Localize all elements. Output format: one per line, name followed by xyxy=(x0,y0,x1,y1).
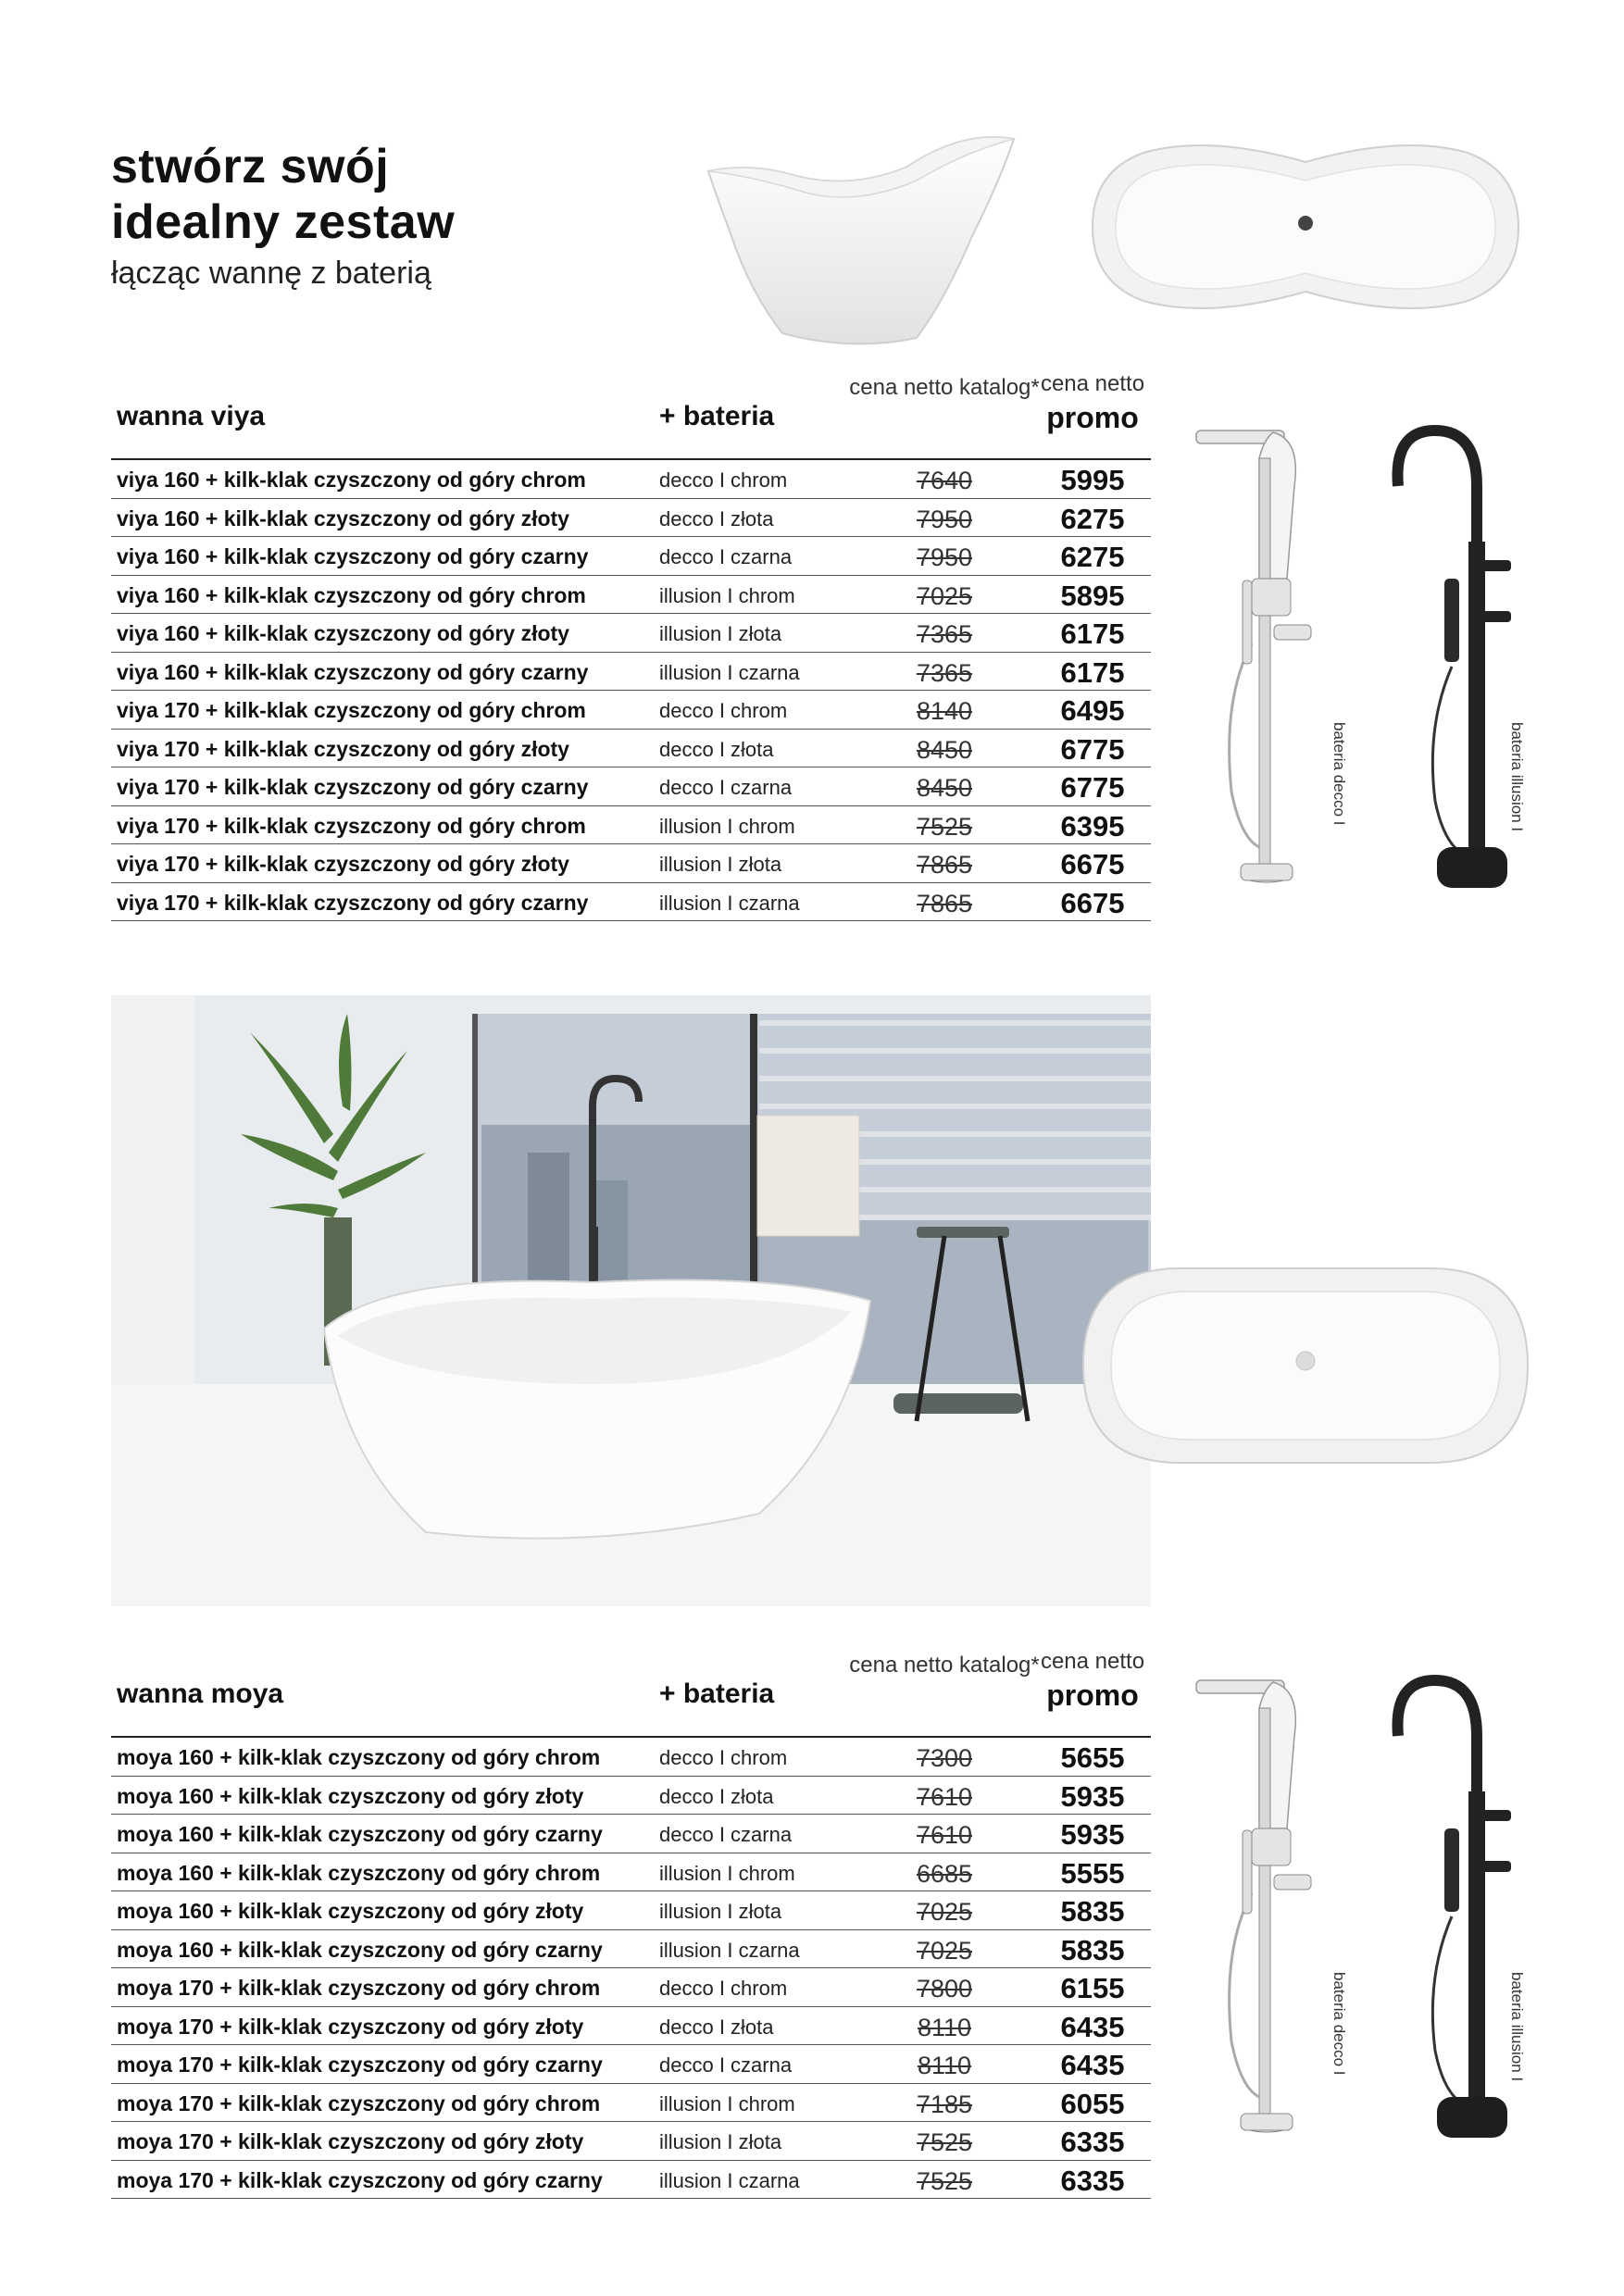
bathtub-set-name: moya 160 + kilk-klak czyszczony od góry czarny xyxy=(117,1937,603,1962)
catalog-price: 7640 xyxy=(916,467,973,494)
table-row xyxy=(111,1968,1151,2007)
bateria-variant: illusion I czarna xyxy=(659,1938,800,1962)
bathtub-set-name: viya 160 + kilk-klak czyszczony od góry czarny xyxy=(117,659,589,684)
catalog-price: 8450 xyxy=(916,774,973,802)
table-row xyxy=(111,576,1151,615)
catalog-price: 7025 xyxy=(916,1898,973,1926)
col-header-bateria: + bateria xyxy=(659,1678,775,1709)
catalog-price: 7865 xyxy=(916,851,973,879)
promo-price: 6335 xyxy=(1060,2164,1125,2197)
catalog-price: 8140 xyxy=(916,697,973,725)
promo-price: 6435 xyxy=(1060,2049,1125,2081)
table-row xyxy=(111,1930,1151,1969)
catalog-price: 7525 xyxy=(916,812,973,841)
table-row xyxy=(111,730,1151,768)
bateria-variant: illusion I chrom xyxy=(659,814,795,838)
col-header-promo-bottom: promo xyxy=(1046,401,1139,434)
catalog-price: 7610 xyxy=(916,1821,973,1849)
catalog-price: 8110 xyxy=(917,2052,972,2079)
bathtub-set-name: moya 170 + kilk-klak czyszczony od góry złoty xyxy=(117,2129,584,2153)
table-row xyxy=(111,844,1151,883)
bateria-variant: illusion I czarna xyxy=(659,891,800,915)
table-row xyxy=(111,806,1151,845)
bateria-variant: decco I czarna xyxy=(659,545,793,568)
moya-table-header xyxy=(111,1643,1151,1738)
table-row xyxy=(111,1815,1151,1853)
bateria-variant: decco I chrom xyxy=(659,468,788,492)
table-row xyxy=(111,1891,1151,1930)
col-header-bateria: + bateria xyxy=(659,401,775,431)
bathtub-set-name: viya 160 + kilk-klak czyszczony od góry czarny xyxy=(117,544,589,568)
catalog-price: 7025 xyxy=(916,1936,973,1965)
bateria-variant: illusion I czarna xyxy=(659,2168,800,2192)
table-row xyxy=(111,614,1151,653)
moya-bathtub-top-image xyxy=(1079,1259,1532,1472)
promo-price: 6775 xyxy=(1060,771,1125,804)
table-row xyxy=(111,767,1151,806)
illusion-black-faucet-image xyxy=(1380,1671,1518,2171)
catalog-price: 7950 xyxy=(916,505,973,533)
bathtub-set-name: moya 170 + kilk-klak czyszczony od góry czarny xyxy=(117,2167,603,2192)
col-header-promo-top: cena netto xyxy=(1040,371,1145,396)
bathtub-set-name: viya 160 + kilk-klak czyszczony od góry złoty xyxy=(117,505,569,530)
col-header-catalog-price: cena netto katalog* xyxy=(849,375,1040,400)
catalog-price: 6685 xyxy=(916,1859,973,1888)
promo-price: 5995 xyxy=(1060,464,1125,496)
bateria-variant: illusion I złota xyxy=(659,2130,782,2153)
catalog-price: 7950 xyxy=(916,543,973,571)
bathtub-set-name: viya 170 + kilk-klak czyszczony od góry chrom xyxy=(117,698,586,722)
col-header-catalog-price: cena netto katalog* xyxy=(849,1653,1040,1678)
bateria-variant: decco I chrom xyxy=(659,699,788,722)
table-row xyxy=(111,2084,1151,2123)
catalog-price: 8110 xyxy=(917,2013,972,2041)
promo-price: 6675 xyxy=(1060,886,1125,919)
table-row xyxy=(111,2161,1151,2200)
bateria-variant: decco I czarna xyxy=(659,1823,793,1846)
promo-price: 6275 xyxy=(1060,502,1125,535)
table-row xyxy=(111,2122,1151,2161)
bathtub-set-name: viya 160 + kilk-klak czyszczony od góry chrom xyxy=(117,582,586,607)
col-header-bathtub: wanna moya xyxy=(117,1678,284,1709)
bathtub-set-name: moya 170 + kilk-klak czyszczony od góry czarny xyxy=(117,2053,603,2077)
bathtub-set-name: viya 170 + kilk-klak czyszczony od góry złoty xyxy=(117,852,569,876)
viya-bathtub-side-image xyxy=(694,125,1028,356)
bathtub-set-name: moya 160 + kilk-klak czyszczony od góry złoty xyxy=(117,1783,584,1808)
catalog-price: 7185 xyxy=(916,2090,973,2118)
bateria-variant: illusion I złota xyxy=(659,853,782,876)
viya-table-body xyxy=(111,460,1151,921)
catalog-price: 7525 xyxy=(916,2166,973,2195)
col-header-bathtub: wanna viya xyxy=(117,401,266,431)
bateria-variant: decco I chrom xyxy=(659,1977,788,2000)
bathtub-set-name: moya 170 + kilk-klak czyszczony od góry chrom xyxy=(117,2090,601,2115)
col-header-promo-bottom: promo xyxy=(1046,1678,1139,1712)
faucet-label-decco: bateria decco I xyxy=(1330,722,1348,826)
bathtub-set-name: moya 170 + kilk-klak czyszczony od góry złoty xyxy=(117,2014,584,2039)
promo-price: 5835 xyxy=(1060,1933,1125,1966)
bateria-variant: decco I złota xyxy=(659,506,774,530)
promo-price: 5935 xyxy=(1060,1818,1125,1851)
bateria-variant: decco I złota xyxy=(659,2015,774,2039)
table-row xyxy=(111,1777,1151,1816)
table-row xyxy=(111,653,1151,692)
bateria-variant: illusion I chrom xyxy=(659,2091,795,2115)
faucet-label-illusion: bateria illusion I xyxy=(1508,722,1526,832)
table-row xyxy=(111,883,1151,922)
promo-price: 6055 xyxy=(1060,2087,1125,2120)
bathtub-set-name: viya 170 + kilk-klak czyszczony od góry chrom xyxy=(117,813,586,838)
bateria-variant: illusion I złota xyxy=(659,622,782,645)
col-header-promo-price xyxy=(991,1647,1194,1714)
promo-price: 6435 xyxy=(1060,2010,1125,2043)
promo-price: 6175 xyxy=(1060,655,1125,689)
heading-line1: stwórz swój xyxy=(111,140,390,193)
catalog-price: 7025 xyxy=(916,581,973,610)
catalog-price: 7610 xyxy=(916,1782,973,1811)
bateria-variant: decco I czarna xyxy=(659,2053,793,2077)
catalog-price: 7300 xyxy=(916,1744,973,1772)
bateria-variant: illusion I złota xyxy=(659,1900,782,1923)
decco-chrome-faucet-image xyxy=(1185,1671,1324,2171)
promo-price: 6775 xyxy=(1060,732,1125,766)
viya-table-header xyxy=(111,366,1151,460)
promo-price: 5555 xyxy=(1060,1856,1125,1890)
table-row xyxy=(111,691,1151,730)
promo-price: 6175 xyxy=(1060,618,1125,650)
bathtub-set-name: viya 160 + kilk-klak czyszczony od góry chrom xyxy=(117,468,586,492)
viya-bathtub-top-image xyxy=(1088,134,1523,319)
bateria-variant: decco I chrom xyxy=(659,1746,788,1769)
decco-chrome-faucet-image xyxy=(1185,421,1324,921)
table-row xyxy=(111,460,1151,499)
col-header-promo-top: cena netto xyxy=(1040,1649,1145,1674)
col-header-promo-price xyxy=(991,369,1194,436)
promo-price: 5895 xyxy=(1060,579,1125,612)
faucet-label-illusion: bateria illusion I xyxy=(1508,1972,1526,2082)
catalog-price: 8450 xyxy=(916,735,973,764)
bateria-variant: decco I złota xyxy=(659,737,774,761)
table-row xyxy=(111,499,1151,538)
catalog-price: 7365 xyxy=(916,658,973,687)
bateria-variant: illusion I chrom xyxy=(659,583,795,607)
bathtub-set-name: viya 170 + kilk-klak czyszczony od góry czarny xyxy=(117,775,589,799)
table-row xyxy=(111,537,1151,576)
bathroom-scene-photo xyxy=(111,995,1151,1606)
faucet-label-decco: bateria decco I xyxy=(1330,1972,1348,2076)
moya-table-body xyxy=(111,1738,1151,2199)
promo-price: 6495 xyxy=(1060,694,1125,727)
table-row xyxy=(111,2007,1151,2046)
bathtub-set-name: moya 170 + kilk-klak czyszczony od góry chrom xyxy=(117,1976,601,2000)
promo-price: 5835 xyxy=(1060,1895,1125,1928)
catalog-price: 7865 xyxy=(916,889,973,917)
bathtub-set-name: moya 160 + kilk-klak czyszczony od góry chrom xyxy=(117,1860,601,1885)
bateria-variant: illusion I czarna xyxy=(659,660,800,684)
bathtub-set-name: viya 170 + kilk-klak czyszczony od góry złoty xyxy=(117,736,569,761)
promo-price: 6675 xyxy=(1060,848,1125,880)
catalog-price: 7365 xyxy=(916,620,973,648)
bateria-variant: decco I czarna xyxy=(659,776,793,799)
promo-price: 5935 xyxy=(1060,1779,1125,1813)
bathtub-set-name: moya 160 + kilk-klak czyszczony od góry czarny xyxy=(117,1822,603,1846)
catalog-price: 7525 xyxy=(916,2128,973,2156)
bathtub-set-name: viya 160 + kilk-klak czyszczony od góry złoty xyxy=(117,621,569,645)
bateria-variant: decco I złota xyxy=(659,1784,774,1808)
promo-price: 6395 xyxy=(1060,809,1125,842)
promo-price: 6275 xyxy=(1060,541,1125,573)
bathtub-set-name: viya 170 + kilk-klak czyszczony od góry czarny xyxy=(117,890,589,915)
table-row xyxy=(111,2045,1151,2084)
promo-price: 6155 xyxy=(1060,1972,1125,2004)
table-row xyxy=(111,1853,1151,1892)
bateria-variant: illusion I chrom xyxy=(659,1861,795,1885)
heading-subtitle: łącząc wannę z baterią xyxy=(111,256,431,291)
moya-price-table xyxy=(111,1643,1151,2199)
promo-price: 5655 xyxy=(1060,1741,1125,1774)
table-row xyxy=(111,1738,1151,1777)
illusion-black-faucet-image xyxy=(1380,421,1518,921)
catalog-price: 7800 xyxy=(916,1975,973,2003)
heading-line2: idealny zestaw xyxy=(111,195,456,249)
viya-price-table xyxy=(111,366,1151,921)
promo-price: 6335 xyxy=(1060,2126,1125,2158)
bathtub-set-name: moya 160 + kilk-klak czyszczony od góry złoty xyxy=(117,1899,584,1923)
bathtub-set-name: moya 160 + kilk-klak czyszczony od góry chrom xyxy=(117,1745,601,1769)
